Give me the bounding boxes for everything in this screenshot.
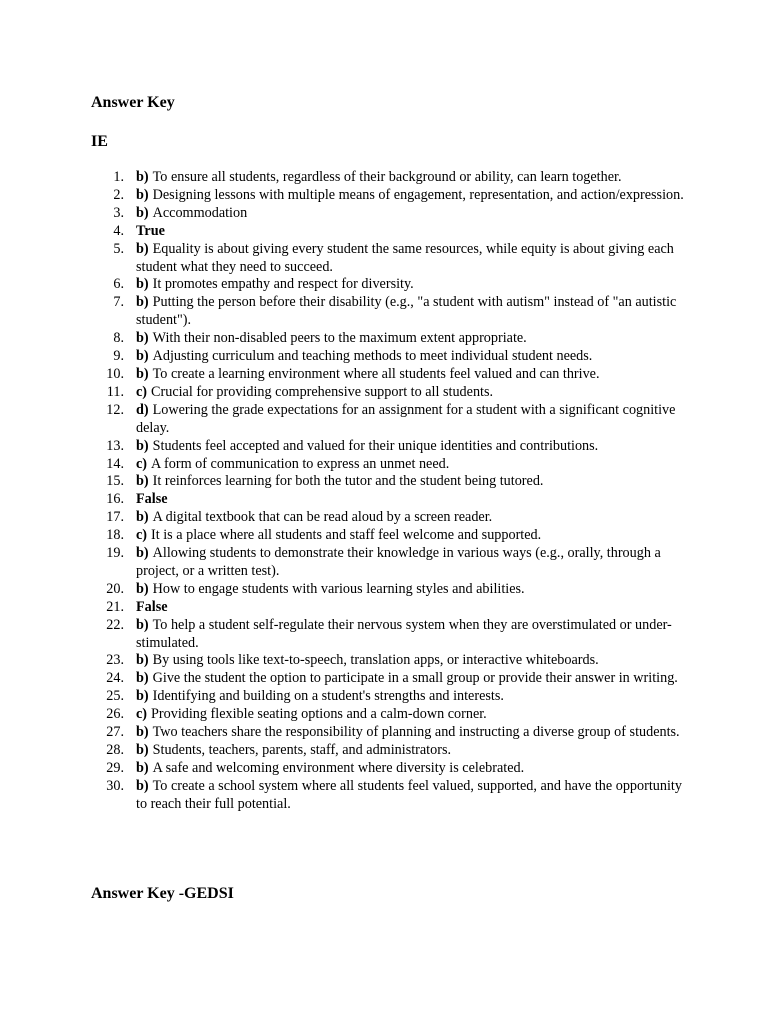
answer-item bbox=[91, 169, 691, 187]
answer-text: Students feel accepted and valued for their unique identities and contributions. bbox=[152, 437, 599, 454]
answer-text: Students, teachers, parents, staff, and administrators. bbox=[152, 742, 452, 758]
answer-option: b) bbox=[136, 186, 149, 203]
answer-item bbox=[91, 366, 691, 384]
answer-option: b) bbox=[136, 688, 149, 705]
answer-item bbox=[91, 688, 691, 706]
answer-number: 2. bbox=[113, 186, 124, 203]
answer-item bbox=[91, 509, 691, 527]
answer-item bbox=[91, 294, 691, 330]
answer-item bbox=[91, 473, 691, 491]
answer-key-title: Answer Key bbox=[91, 94, 175, 111]
answer-number: 4. bbox=[113, 222, 124, 239]
answer-option: b) bbox=[136, 294, 149, 311]
answer-item bbox=[91, 438, 691, 456]
answer-option: b) bbox=[136, 652, 149, 669]
answer-option: True bbox=[136, 222, 165, 239]
answer-text: Allowing students to demonstrate their knowledge in various ways (e.g., orally, through a project, or a written test). bbox=[136, 545, 661, 579]
answer-item bbox=[91, 760, 691, 778]
answer-option: b) bbox=[136, 759, 149, 776]
answer-item bbox=[91, 330, 691, 348]
answer-option: c) bbox=[136, 527, 148, 544]
section-title-gedsi: Answer Key -GEDSI bbox=[91, 885, 234, 902]
answer-text: Give the student the option to participate in a small group or provide their answer in writing. bbox=[152, 670, 678, 687]
answer-text: Lowering the grade expectations for an assignment for a student with a significant cognitive delay. bbox=[136, 401, 676, 436]
answer-option: b) bbox=[136, 724, 149, 741]
answer-text: Adjusting curriculum and teaching methods to meet individual student needs. bbox=[152, 348, 593, 365]
answer-item bbox=[91, 742, 691, 760]
answer-item bbox=[91, 527, 691, 545]
answer-option: b) bbox=[136, 670, 149, 687]
answer-text: A digital textbook that can be read aloud by a screen reader. bbox=[152, 509, 493, 526]
answer-text: A safe and welcoming environment where diversity is celebrated. bbox=[152, 759, 525, 776]
answer-text: To create a school system where all students feel valued, supported, and have the opportunity to reach their full potential. bbox=[136, 777, 682, 812]
answer-option: b) bbox=[136, 545, 149, 562]
answer-text: Identifying and building on a student's strengths and interests. bbox=[152, 688, 504, 705]
answer-number: 6. bbox=[113, 276, 124, 293]
answer-number: 3. bbox=[113, 204, 124, 221]
answer-item bbox=[91, 187, 691, 205]
answer-item bbox=[91, 241, 691, 277]
answer-item bbox=[91, 223, 691, 241]
answer-item bbox=[91, 205, 691, 223]
answer-item bbox=[91, 581, 691, 599]
answer-number: 8. bbox=[113, 330, 124, 347]
answer-text: It promotes empathy and respect for diversity. bbox=[152, 276, 414, 293]
answer-number: 26. bbox=[106, 706, 124, 723]
answer-item bbox=[91, 276, 691, 294]
answer-text: To ensure all students, regardless of their background or ability, can learn together. bbox=[152, 169, 622, 185]
answer-number: 30. bbox=[106, 777, 124, 794]
answer-number: 14. bbox=[106, 455, 124, 472]
answer-text: Designing lessons with multiple means of engagement, representation, and action/expression. bbox=[152, 186, 684, 203]
answer-item bbox=[91, 402, 691, 438]
answer-text: To help a student self-regulate their nervous system when they are overstimulated or under-stimulated. bbox=[136, 616, 672, 651]
answer-item bbox=[91, 706, 691, 724]
answer-text: Crucial for providing comprehensive support to all students. bbox=[151, 383, 494, 400]
answer-text: How to engage students with various learning styles and abilities. bbox=[152, 580, 525, 597]
answer-number: 27. bbox=[106, 724, 124, 741]
answer-number: 21. bbox=[106, 598, 124, 615]
answer-number: 11. bbox=[106, 383, 124, 400]
answer-number: 12. bbox=[106, 401, 124, 418]
answer-option: False bbox=[136, 491, 168, 508]
answer-option: b) bbox=[136, 330, 149, 347]
answer-option: b) bbox=[136, 777, 149, 794]
answer-item bbox=[91, 456, 691, 474]
answer-item bbox=[91, 617, 691, 653]
answer-item bbox=[91, 384, 691, 402]
answer-number: 7. bbox=[113, 294, 124, 311]
answer-number: 18. bbox=[106, 527, 124, 544]
answer-item bbox=[91, 491, 691, 509]
answer-text: A form of communication to express an unmet need. bbox=[151, 455, 450, 472]
answer-text: Providing flexible seating options and a calm-down corner. bbox=[151, 706, 487, 723]
answer-option: False bbox=[136, 598, 168, 615]
answer-option: c) bbox=[136, 383, 148, 400]
answer-option: b) bbox=[136, 204, 149, 221]
answer-option: b) bbox=[136, 473, 149, 490]
answer-item bbox=[91, 670, 691, 688]
answer-option: b) bbox=[136, 365, 149, 382]
answer-option: b) bbox=[136, 276, 149, 293]
answer-item bbox=[91, 778, 691, 814]
answer-item bbox=[91, 652, 691, 670]
answer-number: 29. bbox=[106, 759, 124, 776]
answer-option: b) bbox=[136, 348, 149, 365]
answer-option: c) bbox=[136, 455, 148, 472]
answer-text: With their non-disabled peers to the maximum extent appropriate. bbox=[152, 330, 527, 347]
answer-number: 5. bbox=[113, 240, 124, 257]
answer-item bbox=[91, 599, 691, 617]
answer-item bbox=[91, 348, 691, 366]
answer-number: 15. bbox=[106, 473, 124, 490]
answer-text: By using tools like text-to-speech, translation apps, or interactive whiteboards. bbox=[152, 652, 599, 669]
answer-option: b) bbox=[136, 169, 149, 185]
answer-option: b) bbox=[136, 509, 149, 526]
answer-number: 22. bbox=[106, 616, 124, 633]
section-title-ie: IE bbox=[91, 133, 108, 150]
answer-text: Putting the person before their disability (e.g., "a student with autism" instead of "an autistic student"). bbox=[136, 294, 677, 329]
answer-number: 1. bbox=[113, 169, 124, 185]
answer-text: Equality is about giving every student the same resources, while equity is about giving each student what they need to succeed. bbox=[136, 240, 674, 275]
answer-item bbox=[91, 724, 691, 742]
answer-number: 16. bbox=[106, 491, 124, 508]
answer-number: 24. bbox=[106, 670, 124, 687]
answer-text: It reinforces learning for both the tutor and the student being tutored. bbox=[152, 473, 544, 490]
answer-option: b) bbox=[136, 240, 149, 257]
answer-number: 23. bbox=[106, 652, 124, 669]
answer-list bbox=[91, 169, 691, 814]
answer-number: 9. bbox=[113, 348, 124, 365]
answer-number: 19. bbox=[106, 545, 124, 562]
answer-number: 10. bbox=[106, 365, 124, 382]
answer-item bbox=[91, 545, 691, 581]
answer-option: b) bbox=[136, 580, 149, 597]
answer-number: 13. bbox=[106, 437, 124, 454]
answer-number: 17. bbox=[106, 509, 124, 526]
answer-number: 25. bbox=[106, 688, 124, 705]
answer-text: Accommodation bbox=[152, 204, 248, 221]
answer-option: b) bbox=[136, 742, 149, 758]
answer-number: 28. bbox=[106, 742, 124, 758]
answer-text: To create a learning environment where all students feel valued and can thrive. bbox=[152, 365, 600, 382]
answer-option: d) bbox=[136, 401, 149, 418]
answer-option: c) bbox=[136, 706, 148, 723]
answer-option: b) bbox=[136, 437, 149, 454]
answer-number: 20. bbox=[106, 580, 124, 597]
answer-option: b) bbox=[136, 616, 149, 633]
answer-text: It is a place where all students and staff feel welcome and supported. bbox=[151, 527, 542, 544]
answer-text: Two teachers share the responsibility of planning and instructing a diverse group of students. bbox=[152, 724, 680, 741]
